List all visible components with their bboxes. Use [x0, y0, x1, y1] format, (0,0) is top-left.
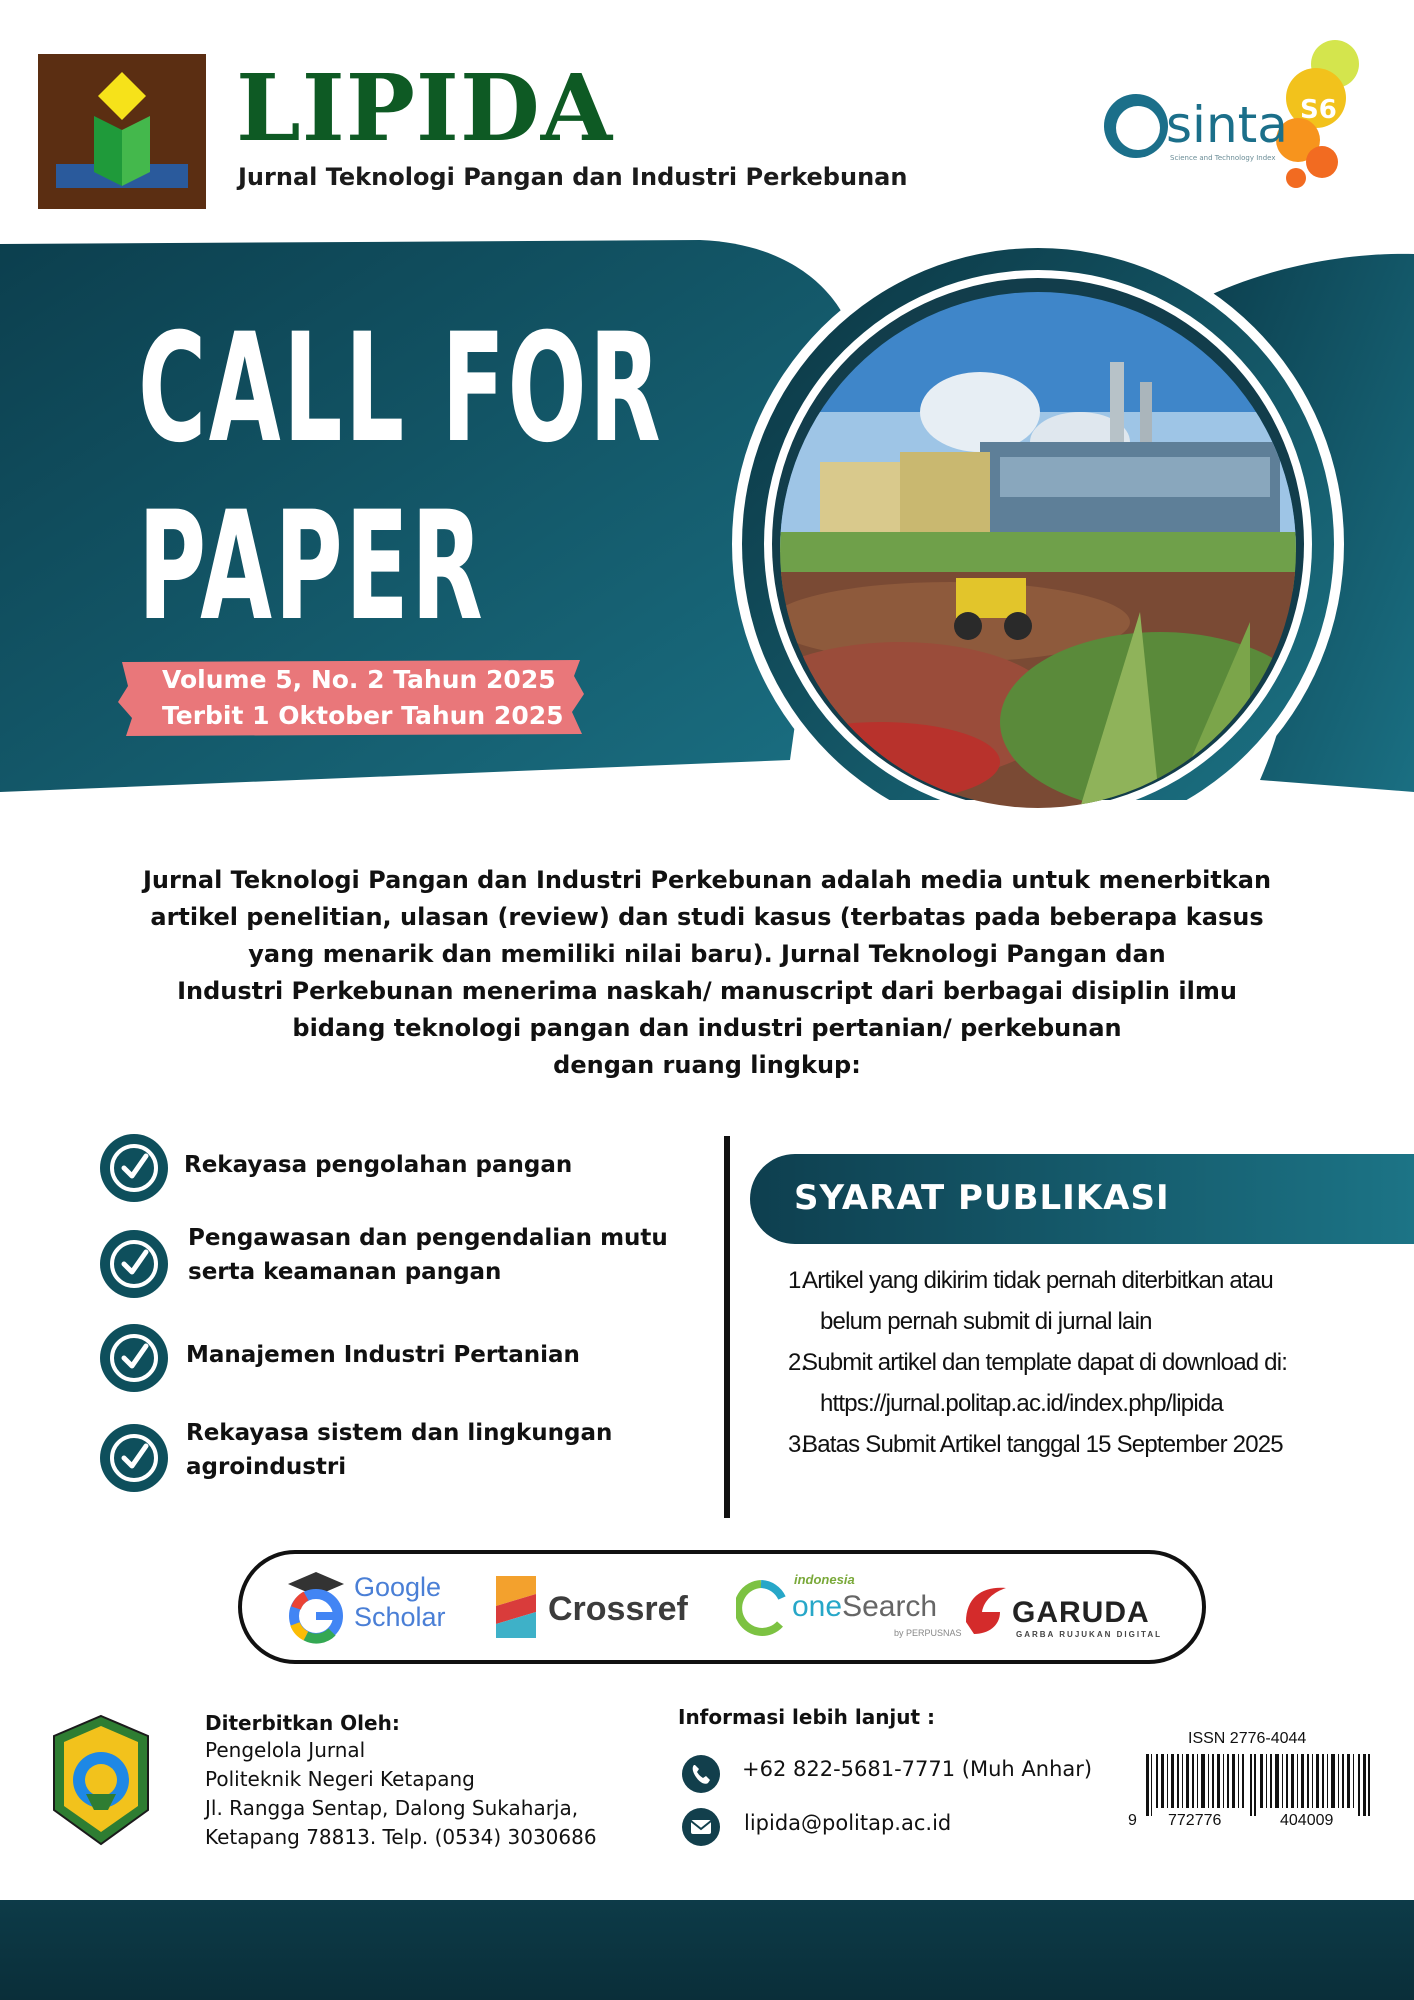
column-divider	[724, 1136, 730, 1518]
lipida-emblem-icon	[38, 54, 206, 209]
sinta-rank: S6	[1300, 95, 1337, 125]
sinta-logo-icon	[1100, 36, 1370, 196]
scope-item: Rekayasa pengolahan pangan	[184, 1152, 573, 1178]
email-address[interactable]: lipida@politap.ac.id	[744, 1811, 952, 1835]
google-scholar-icon	[286, 1568, 346, 1644]
factory-photo-image	[780, 292, 1296, 808]
syarat-item: 2. Submit artikel dan template dapat di download di: https://jurnal.politap.ac.id/index.php/lipida	[784, 1342, 1384, 1424]
onesearch-label: oneSearch	[792, 1590, 938, 1623]
brand-title: LIPIDA	[236, 54, 614, 162]
issn-barcode	[1144, 1754, 1372, 1816]
svg-text:Science and Technology Index: Science and Technology Index	[1170, 154, 1276, 162]
brand-subtitle: Jurnal Teknologi Pangan dan Industri Perkebunan	[238, 163, 908, 191]
phone-number[interactable]: +62 822-5681-7771 (Muh Anhar)	[742, 1757, 1093, 1781]
politeknik-seal-icon	[50, 1714, 152, 1846]
email-icon	[682, 1808, 720, 1846]
onesearch-top-label: indonesia	[794, 1572, 855, 1587]
barcode-right-digits: 404009	[1280, 1812, 1334, 1829]
syarat-item: 1. Artikel yang dikirim tidak pernah diterbitkan atau belum pernah submit di jurnal lain	[788, 1267, 1273, 1335]
barcode-left-digits: 772776	[1168, 1812, 1222, 1829]
call-for-paper-title: CALL FOR PAPER	[138, 302, 664, 654]
scope-item: Rekayasa sistem dan lingkungan agroindustri	[186, 1420, 613, 1480]
plantation-factory-photo	[780, 292, 1296, 808]
sinta-wordmark: sinta	[1166, 96, 1288, 154]
google-scholar-label: Google Scholar	[354, 1572, 446, 1632]
publisher-address: Pengelola Jurnal Politeknik Negeri Ketapang Jl. Rangga Sentap, Dalong Sukaharja, Ketapang 78813. Telp. (0534) 3030686	[205, 1738, 597, 1849]
contact-heading: Informasi lebih lanjut :	[678, 1705, 936, 1729]
syarat-item: 3. Batas Submit Artikel tanggal 15 September 2025	[788, 1431, 1283, 1458]
barcode-lead-digit: 9	[1128, 1812, 1137, 1829]
crossref-label: Crossref	[548, 1590, 688, 1628]
syarat-title: SYARAT PUBLIKASI	[794, 1178, 1170, 1218]
issn-label: ISSN 2776-4044	[1188, 1730, 1307, 1747]
submission-link[interactable]: https://jurnal.politap.ac.id/index.php/lipida	[820, 1390, 1223, 1417]
volume-info: Volume 5, No. 2 Tahun 2025 Terbit 1 Oktober Tahun 2025	[162, 665, 564, 730]
crossref-icon	[492, 1572, 540, 1642]
scope-item: Pengawasan dan pengendalian mutu serta keamanan pangan	[188, 1225, 668, 1285]
sinta-badge	[1100, 36, 1370, 196]
onesearch-icon	[736, 1578, 786, 1638]
scope-item: Manajemen Industri Pertanian	[186, 1342, 580, 1368]
check-circle-icon	[100, 1230, 168, 1298]
syarat-list	[784, 1260, 1384, 1465]
journal-logo	[38, 54, 206, 209]
check-circle-icon	[100, 1134, 168, 1202]
phone-icon	[682, 1755, 720, 1793]
check-circle-icon	[100, 1424, 168, 1492]
garuda-label: GARUDA	[1012, 1596, 1150, 1629]
publisher-heading: Diterbitkan Oleh:	[205, 1711, 400, 1735]
garuda-icon	[960, 1582, 1010, 1638]
journal-description: Jurnal Teknologi Pangan dan Industri Perkebunan adalah media untuk menerbitkan artikel penelitian, ulasan (review) dan studi kasus (terbatas pada beberapa kasus yang menarik dan memiliki nilai baru). Jurnal Teknologi Pangan dan Industri Perkebunan menerima naskah/ manuscript dari berbagai disiplin ilmu bidang teknologi pangan dan industri pertanian/ perkebunan dengan ruang lingkup:	[142, 866, 1272, 1079]
indexing-logos-bar: Google Scholar Crossref indonesia oneSearch by PERPUSNAS GARUDA GARBA RUJUKAN DIGITAL	[238, 1550, 1206, 1664]
check-circle-icon	[100, 1324, 168, 1392]
footer-band	[0, 1900, 1414, 2000]
